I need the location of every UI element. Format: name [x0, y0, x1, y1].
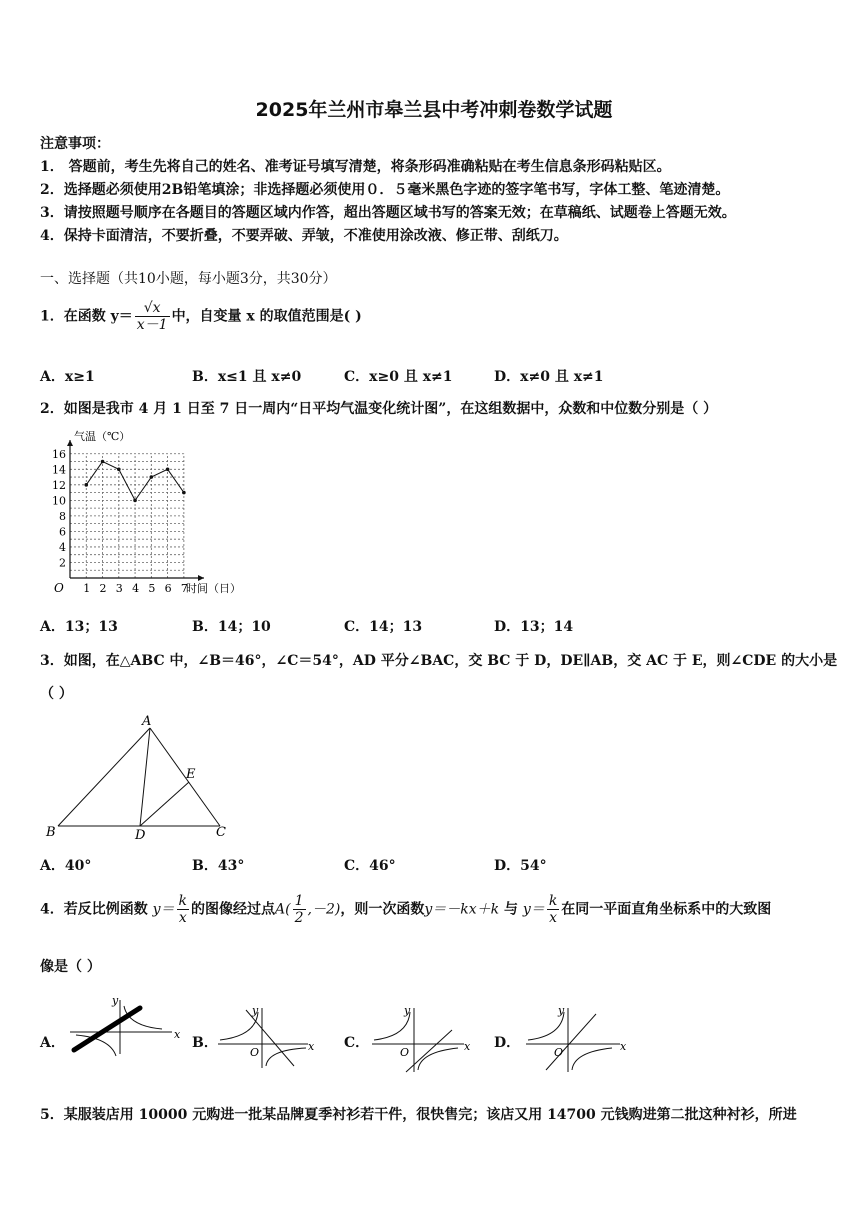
data-point — [166, 467, 170, 471]
chart-xlabel: 时间（日） — [186, 582, 241, 595]
chart-origin: O — [54, 581, 64, 595]
segment-de — [140, 782, 189, 826]
q4-k-1: k — [178, 893, 188, 909]
y-tick-label: 8 — [59, 509, 66, 523]
chart-ylabel: 气温（℃） — [74, 430, 131, 443]
q4-x-1: x — [178, 910, 187, 926]
q2-option-b[interactable]: B．14；10 — [192, 619, 271, 635]
graph-a-x-label: x — [174, 1028, 180, 1041]
label-e: E — [186, 767, 196, 782]
graph-d-x-label: x — [620, 1040, 627, 1053]
q4-point-end: ,－2) — [307, 901, 341, 918]
q1-prefix: 1．在函数 y＝ — [40, 308, 133, 325]
graph-c-x-label: x — [464, 1040, 471, 1053]
y-tick-label: 4 — [59, 540, 66, 554]
q3-option-d[interactable]: D．54° — [494, 858, 547, 874]
graph-d-y-label: y — [558, 1004, 565, 1017]
q3-option-b[interactable]: B．43° — [192, 858, 245, 874]
y-tick-label: 10 — [52, 494, 66, 508]
q4-graph-a — [62, 994, 180, 1058]
chart-grid — [70, 454, 184, 578]
notice-item-1: 1． 答题前，考生先将自己的姓名、准考证号填写清楚，将条形码准确粘贴在考生信息条形码粘贴区。 — [40, 159, 671, 175]
x-axis-arrow — [198, 575, 204, 581]
q4-half-den: 2 — [294, 910, 304, 926]
q4-graph-d — [520, 1000, 630, 1074]
graph-b-origin: O — [250, 1046, 260, 1059]
q4-option-c[interactable]: C． — [344, 1035, 370, 1051]
question-4 — [40, 893, 771, 926]
q4-x-2: x — [549, 910, 557, 926]
q1-suffix: 中，自变量 x 的取值范围是( ) — [171, 308, 362, 325]
y-tick-label: 14 — [52, 463, 66, 477]
q1-option-a[interactable]: A．x≥1 — [40, 369, 95, 385]
q3-option-c[interactable]: C．46° — [344, 858, 396, 874]
q4-text-5: 在同一平面直角坐标系中的大致图 — [561, 901, 772, 918]
q4-half-num: 1 — [294, 893, 304, 909]
q3-option-a[interactable]: A．40° — [40, 858, 92, 874]
label-c: C — [216, 825, 226, 840]
question-1 — [40, 300, 362, 333]
q4-point: A( — [275, 901, 291, 918]
section-heading: 一、选择题（共10小题，每小题3分，共30分） — [40, 271, 337, 287]
data-point — [133, 499, 137, 503]
x-tick-label: 4 — [132, 582, 140, 595]
q4-text-2: 的图像经过点 — [191, 901, 276, 918]
label-d: D — [135, 828, 146, 842]
q2-option-c[interactable]: C．14；13 — [344, 619, 423, 635]
graph-b-y-label: y — [252, 1004, 259, 1017]
label-a: A — [142, 714, 152, 729]
notice-item-2: 2．选择题必须使用2B铅笔填涂；非选择题必须使用０．５毫米黑色字迹的签字笔书写，字体工整、笔迹清楚。 — [40, 182, 730, 198]
triangle-figure — [40, 710, 240, 842]
q4-y-eq-1: y＝ — [152, 901, 175, 918]
question-2: 2．如图是我市 4 月 1 日至 7 日一周内“日平均气温变化统计图”，在这组数据中，众数和中位数分别是（ ） — [40, 401, 718, 417]
q1-numerator: √x — [135, 300, 170, 317]
q4-text-4: 与 — [504, 901, 519, 918]
segment-ac — [150, 728, 220, 826]
q4-text-3: ，则一次函数 — [340, 901, 425, 918]
q4-option-d[interactable]: D． — [494, 1035, 521, 1051]
q4-text-1: 4．若反比例函数 — [40, 901, 148, 918]
x-tick-label: 1 — [83, 582, 91, 595]
q1-option-b[interactable]: B．x≤1 且 x≠0 — [192, 369, 302, 385]
temperature-chart — [44, 426, 254, 604]
data-point — [182, 491, 186, 495]
y-tick-label: 2 — [59, 556, 66, 570]
graph-c-y-label: y — [404, 1004, 411, 1017]
q4-option-a[interactable]: A． — [40, 1035, 65, 1051]
x-tick-label: 7 — [180, 582, 188, 595]
q4-graph-b — [212, 1000, 322, 1070]
q1-option-d[interactable]: D．x≠0 且 x≠1 — [494, 369, 604, 385]
x-tick-label: 2 — [99, 582, 107, 595]
notice-item-3: 3．请按照题号顺序在各题目的答题区域内作答，超出答题区域书写的答案无效；在草稿纸、试题卷上答题无效。 — [40, 205, 736, 221]
question-4-cont: 像是（ ） — [40, 959, 101, 975]
q2-option-a[interactable]: A．13；13 — [40, 619, 118, 635]
q1-option-c[interactable]: C．x≥0 且 x≠1 — [344, 369, 453, 385]
y-tick-label: 16 — [52, 447, 66, 461]
data-point — [150, 475, 154, 479]
notice-item-4: 4．保持卡面清洁，不要折叠，不要弄破、弄皱，不准使用涂改液、修正带、刮纸刀。 — [40, 228, 568, 244]
notice-heading: 注意事项： — [40, 136, 110, 152]
y-tick-label: 12 — [52, 478, 66, 492]
graph-c-origin: O — [400, 1046, 410, 1059]
segment-ad — [140, 728, 150, 826]
segment-ab — [58, 728, 150, 826]
q4-graph-c — [366, 1000, 476, 1074]
y-axis-arrow — [67, 440, 73, 446]
question-3: 3．如图，在△ABC 中，∠B＝46°，∠C＝54°，AD 平分∠BAC，交 BC 于 D，DE∥AB，交 AC 于 E，则∠CDE 的大小是 — [40, 653, 838, 669]
graph-d-origin: O — [554, 1046, 564, 1059]
data-point — [117, 467, 121, 471]
x-tick-label: 3 — [115, 582, 123, 595]
data-point — [84, 483, 88, 487]
graph-a-y-label: y — [112, 994, 119, 1007]
label-b: B — [46, 825, 56, 840]
y-tick-label: 6 — [59, 525, 66, 539]
q4-option-b[interactable]: B． — [192, 1035, 218, 1051]
q4-y-eq-2: y＝ — [522, 901, 545, 918]
data-point — [101, 460, 105, 464]
x-tick-label: 6 — [164, 582, 172, 595]
question-3-cont: （ ） — [40, 686, 73, 702]
q1-denominator: x－1 — [136, 317, 168, 333]
q4-k-2: k — [548, 893, 558, 909]
q4-linear: y＝－kx＋k — [424, 901, 500, 918]
x-tick-label: 5 — [148, 582, 156, 595]
graph-b-x-label: x — [308, 1040, 315, 1053]
question-5: 5．某服装店用 10000 元购进一批某品牌夏季衬衫若干件，很快售完；该店又用 14700 元钱购进第二批这种衬衫，所进 — [40, 1107, 797, 1123]
page-title: 2025年兰州市皋兰县中考冲刺卷数学试题 — [255, 99, 613, 121]
q2-option-d[interactable]: D．13；14 — [494, 619, 574, 635]
